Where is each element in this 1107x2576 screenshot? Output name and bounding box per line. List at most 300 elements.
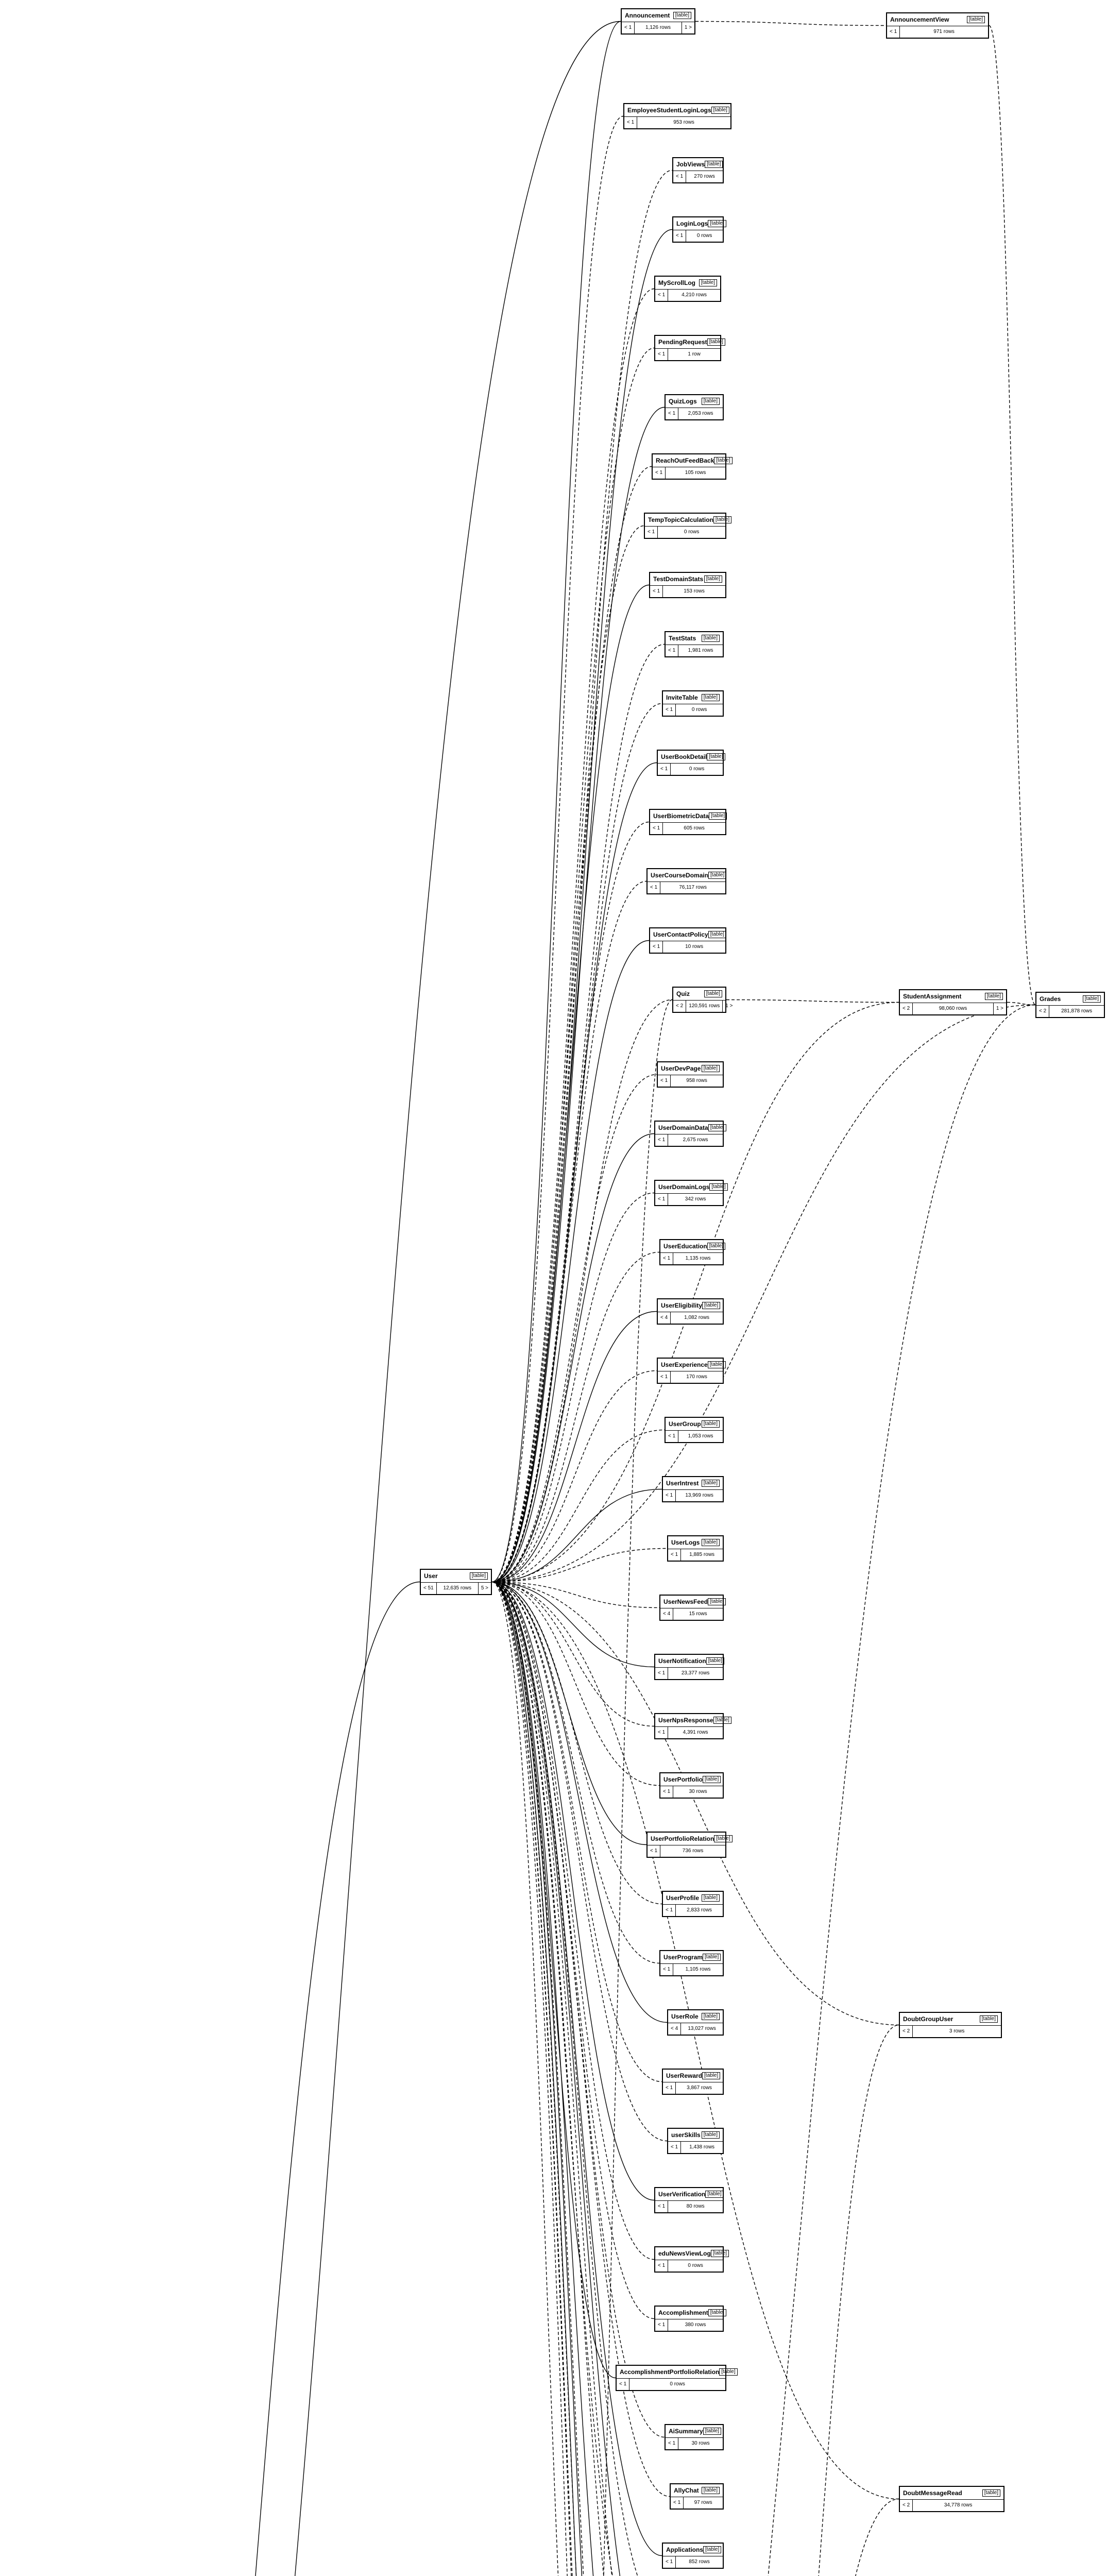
children-count: < 1 (660, 1786, 673, 1798)
relationship-line (492, 1312, 657, 1582)
table-type-label: [table] (714, 457, 732, 464)
table-user-notification[interactable] (654, 1654, 724, 1680)
row-count: 1,885 rows (689, 1552, 715, 1557)
parents-count: 1 > (725, 1003, 733, 1009)
row-count: 281,878 rows (1061, 1008, 1093, 1014)
table-doubt-group-user[interactable] (899, 2012, 1002, 2038)
table-user-contact-policy[interactable] (649, 927, 726, 954)
relationship-line (492, 1075, 657, 1582)
row-count: 1,981 rows (688, 648, 713, 653)
table-job-views[interactable] (672, 157, 724, 183)
table-edu-news-view-log[interactable] (654, 2246, 727, 2273)
table-user-group[interactable] (665, 1417, 724, 1443)
row-count: 1 row (688, 351, 701, 357)
table-reach-out-feed-back[interactable] (652, 453, 730, 480)
row-count: 170 rows (686, 1374, 707, 1380)
row-count: 0 rows (689, 766, 705, 772)
table-type-label: [table] (702, 2013, 720, 2020)
row-count: 2,675 rows (683, 1137, 708, 1143)
row-count: 1,105 rows (685, 1967, 711, 1972)
row-count: 0 rows (670, 2381, 685, 2387)
table-name[interactable]: Grades (1040, 995, 1061, 1003)
row-count: 105 rows (685, 470, 706, 476)
table-type-label: [table] (702, 1420, 720, 1428)
children-count: < 1 (655, 1134, 668, 1146)
relationship-line (492, 1000, 672, 1582)
table-type-label: [table] (709, 812, 727, 820)
table-student-assignment[interactable] (899, 989, 1007, 1015)
children-count: < 1 (655, 2260, 668, 2272)
row-count: 4,391 rows (683, 1730, 708, 1735)
table-type-label: [table] (708, 2309, 726, 2316)
row-count: 34,778 rows (944, 2502, 973, 2508)
table-name[interactable]: TempTopicCalculation (648, 516, 713, 523)
relationship-line (492, 1582, 654, 2200)
children-count: < 2 (900, 2500, 913, 2511)
relationship-line (492, 704, 662, 1582)
children-count: < 1 (653, 467, 666, 479)
table-type-label: [table] (704, 575, 722, 583)
row-count: 98,060 rows (913, 1003, 994, 1014)
table-type-label: [table] (713, 1717, 731, 1724)
table-name[interactable]: AccomplishmentPortfolioRelation (620, 2368, 720, 2376)
row-count: 270 rows (694, 174, 715, 179)
table-name[interactable]: UserEducation (663, 1243, 707, 1250)
row-count: 0 rows (696, 233, 712, 239)
table-name[interactable]: UserRole (671, 2013, 699, 2020)
table-name[interactable]: UserLogs (671, 1539, 700, 1546)
relationship-line (492, 116, 623, 1582)
relationship-line (492, 1005, 1035, 1582)
row-count: 1,126 rows (635, 22, 682, 33)
table-name[interactable]: DoubtMessageRead (903, 2489, 962, 2497)
relationship-line (492, 1549, 667, 1582)
table-name[interactable]: EmployeeStudentLoginLogs (627, 107, 711, 114)
row-count: 13,027 rows (688, 2026, 716, 2031)
children-count: < 1 (673, 230, 686, 242)
children-count: < 1 (655, 290, 668, 301)
row-count: 23,377 rows (681, 1670, 710, 1676)
row-count: 0 rows (688, 2263, 703, 2268)
table-type-label: [table] (708, 220, 726, 227)
table-name[interactable]: QuizLogs (669, 398, 697, 405)
row-count: 1,053 rows (688, 1433, 713, 1439)
relationship-line (492, 1582, 659, 2576)
table-employee-student-login-logs[interactable] (623, 103, 731, 129)
children-count: < 51 (421, 1583, 437, 1594)
table-type-label: [table] (711, 107, 729, 114)
children-count: < 1 (666, 1431, 678, 1442)
table-name[interactable]: Quiz (676, 990, 690, 997)
table-type-label: [table] (703, 1954, 721, 1961)
table-announcement[interactable] (621, 8, 695, 35)
relationship-line (492, 1582, 649, 2576)
children-count: < 1 (655, 349, 668, 360)
table-user-education[interactable] (659, 1239, 724, 1265)
relationship-line (85, 22, 621, 2576)
table-name[interactable]: UserProgram (663, 1954, 703, 1961)
row-count: 736 rows (682, 1848, 704, 1854)
table-type-label: [table] (702, 1065, 720, 1072)
row-count: 97 rows (694, 2500, 712, 2505)
children-count: < 2 (673, 1001, 686, 1012)
relationship-line (492, 22, 621, 1582)
table-type-label: [table] (708, 1598, 726, 1605)
table-type-label: [table] (707, 753, 725, 760)
table-name[interactable]: InviteTable (666, 694, 698, 701)
table-type-label: [table] (707, 1243, 725, 1250)
table-name[interactable]: UserCourseDomain (651, 872, 709, 879)
table-login-logs[interactable] (672, 216, 724, 243)
row-count: 958 rows (686, 1078, 707, 1083)
relationship-line (492, 1582, 616, 2378)
table-name[interactable]: UserNotification (658, 1657, 706, 1665)
children-count: < 1 (671, 2497, 684, 2509)
row-count: 0 rows (684, 529, 700, 535)
table-user-portfolio[interactable] (659, 1772, 724, 1799)
table-user-program[interactable] (659, 1950, 724, 1976)
children-count: < 2 (900, 2026, 913, 2037)
table-user-dev-page[interactable] (657, 1061, 724, 1088)
children-count: < 1 (668, 2142, 681, 2153)
relationship-line (492, 171, 672, 1582)
table-name[interactable]: UserContactPolicy (653, 931, 708, 938)
relationship-line (492, 1582, 662, 2576)
table-type-label: [table] (703, 2428, 721, 2435)
table-type-label: [table] (1083, 995, 1101, 1003)
table-user-role[interactable] (667, 2009, 724, 2036)
row-count: 605 rows (684, 825, 705, 831)
table-type-label: [table] (713, 516, 731, 523)
table-name[interactable]: Applications (666, 2546, 704, 2553)
table-user-nps-response[interactable] (654, 1713, 729, 1739)
table-user[interactable] (420, 1569, 492, 1595)
table-accomplishment-portfolio-relation[interactable] (616, 2365, 736, 2391)
children-count: < 1 (648, 1845, 660, 1857)
relationship-line (492, 1582, 659, 1786)
relationship-line (492, 1582, 659, 1608)
relationship-line (492, 822, 649, 1582)
relationship-line (492, 585, 649, 1582)
relationship-line (492, 1582, 654, 2576)
table-ai-summary[interactable] (665, 2424, 724, 2450)
table-user-biometric-data[interactable] (649, 809, 726, 835)
table-name[interactable]: userSkills (671, 2131, 701, 2139)
table-user-domain-logs[interactable] (654, 1180, 724, 1206)
relationship-line (492, 1582, 667, 2023)
children-count: < 1 (666, 2438, 678, 2449)
table-name[interactable]: UserDevPage (661, 1065, 701, 1072)
relationship-line (547, 1005, 1035, 2576)
children-count: < 1 (617, 2379, 629, 2390)
table-type-label: [table] (702, 2131, 720, 2139)
parents-count: 1 > (996, 1006, 1003, 1011)
children-count: < 1 (658, 1075, 671, 1087)
children-count: < 1 (645, 527, 658, 538)
table-type-label: [table] (967, 16, 985, 23)
table-type-label: [table] (703, 1776, 721, 1783)
children-count: < 1 (663, 1490, 676, 1501)
relationship-line (492, 1134, 654, 1582)
table-name[interactable]: User (424, 1572, 438, 1580)
relationship-line (547, 1000, 672, 2576)
relationship-line (85, 1582, 420, 2576)
relationship-line (492, 1582, 662, 2576)
table-name[interactable]: UserPortfolioRelation (651, 1835, 714, 1842)
relationship-line (492, 289, 654, 1582)
table-name[interactable]: UserNpsResponse (658, 1717, 713, 1724)
relationship-line (492, 1582, 665, 2576)
relationship-line (492, 1582, 659, 1963)
children-count: < 4 (658, 1312, 671, 1324)
table-name[interactable]: eduNewsViewLog (658, 2250, 711, 2257)
row-count: 12,635 rows (437, 1583, 479, 1594)
relationship-line (492, 1582, 665, 2437)
relationship-line (492, 348, 654, 1582)
table-name[interactable]: UserVerification (658, 2191, 706, 2198)
relationship-line (492, 763, 657, 1582)
relationship-line (492, 1371, 657, 1582)
relationship-line (492, 230, 672, 1582)
row-count: 15 rows (689, 1611, 707, 1617)
relationship-line (492, 1582, 652, 2576)
children-count: < 2 (900, 1003, 913, 1014)
row-count: 0 rows (691, 707, 707, 713)
table-name[interactable]: DoubtGroupUser (903, 2015, 953, 2023)
parents-count: 1 > (684, 25, 692, 30)
table-pending-request[interactable] (654, 335, 721, 361)
table-type-label: [table] (719, 2368, 737, 2376)
relationship-line (742, 2025, 899, 2576)
table-name[interactable]: AiSummary (669, 2428, 703, 2435)
parents-count: 5 > (481, 1585, 488, 1591)
table-type-label: [table] (702, 1894, 720, 1902)
table-type-label: [table] (702, 635, 720, 642)
table-grades[interactable] (1035, 992, 1105, 1018)
table-quiz[interactable] (672, 987, 733, 1013)
children-count: < 1 (658, 764, 671, 775)
table-user-book-detail[interactable] (657, 750, 724, 776)
table-name[interactable]: LoginLogs (676, 220, 708, 227)
table-doubt-message-read[interactable] (899, 2486, 1004, 2512)
row-count: 1,438 rows (689, 2144, 715, 2150)
children-count: < 1 (655, 1668, 668, 1679)
relationship-line (492, 1582, 670, 2576)
table-my-scroll-log[interactable] (654, 276, 721, 302)
children-count: < 1 (648, 882, 660, 893)
table-type-label: [table] (699, 279, 717, 286)
children-count: < 1 (622, 22, 635, 33)
table-type-label: [table] (980, 2015, 998, 2023)
table-user-skills[interactable] (667, 2128, 724, 2154)
table-name[interactable]: JobViews (676, 161, 705, 168)
table-name[interactable]: UserNewsFeed (663, 1598, 708, 1605)
row-count: 120,591 rows (686, 1001, 723, 1012)
table-type-label: [table] (709, 1183, 727, 1191)
children-count: < 1 (655, 2201, 668, 2212)
table-type-label: [table] (702, 398, 720, 405)
children-count: < 1 (663, 704, 676, 716)
table-name[interactable]: Announcement (625, 12, 670, 19)
row-count: 3,867 rows (687, 2085, 712, 2091)
table-type-label: [table] (702, 694, 720, 701)
relationship-line (989, 26, 1035, 1005)
children-count: < 1 (887, 26, 900, 38)
table-name[interactable]: TestStats (669, 635, 696, 642)
row-count: 342 rows (685, 1196, 706, 1202)
row-count: 2,053 rows (688, 411, 713, 416)
row-count: 380 rows (685, 2322, 706, 2328)
row-count: 3 rows (949, 2028, 965, 2034)
relationship-line (742, 2499, 899, 2576)
table-type-label: [table] (985, 993, 1003, 1000)
table-name[interactable]: UserProfile (666, 1894, 700, 1902)
relationship-line (492, 1582, 654, 2319)
row-count: 971 rows (933, 29, 955, 35)
row-count: 1,082 rows (684, 1315, 710, 1320)
children-count: < 4 (668, 2023, 681, 2035)
table-user-domain-data[interactable] (654, 1121, 724, 1147)
relationship-line (1007, 1003, 1035, 1005)
table-type-label: [table] (708, 1124, 726, 1131)
relationship-line (492, 526, 644, 1582)
relationship-line (492, 1489, 662, 1582)
children-count: < 1 (663, 2556, 676, 2568)
table-user-news-feed[interactable] (659, 1595, 724, 1621)
table-type-label: [table] (702, 1480, 720, 1487)
relationship-line (492, 1582, 667, 2141)
table-type-label: [table] (705, 2191, 723, 2198)
table-type-label: [table] (706, 1657, 724, 1665)
relationship-line (492, 1582, 662, 2082)
table-accomplishment[interactable] (654, 2306, 724, 2332)
table-name[interactable]: UserIntrest (666, 1480, 699, 1487)
table-type-label: [table] (714, 1835, 732, 1842)
table-name[interactable]: UserReward (666, 2072, 703, 2079)
relationship-line (492, 1430, 665, 1582)
row-count: 852 rows (689, 2559, 710, 2565)
relationship-line (492, 882, 646, 1582)
children-count: < 1 (660, 1253, 673, 1264)
relationship-line (492, 1582, 649, 2576)
table-name[interactable]: UserDomainLogs (658, 1183, 710, 1191)
table-type-label: [table] (702, 2072, 720, 2079)
children-count: < 1 (650, 586, 663, 597)
table-test-stats[interactable] (665, 631, 724, 657)
table-name[interactable]: StudentAssignment (903, 993, 962, 1000)
children-count: < 1 (650, 823, 663, 834)
table-applications[interactable] (662, 2543, 724, 2569)
table-name[interactable]: UserBiometricData (653, 812, 709, 820)
table-name[interactable]: Accomplishment (658, 2309, 708, 2316)
table-name[interactable]: AllyChat (674, 2487, 699, 2494)
table-name[interactable]: UserExperience (661, 1361, 708, 1368)
table-name[interactable]: UserDomainData (658, 1124, 708, 1131)
children-count: < 1 (668, 1549, 681, 1561)
table-user-verification[interactable] (654, 2187, 724, 2213)
table-user-intrest[interactable] (662, 1476, 724, 1502)
children-count: < 1 (655, 1194, 668, 1205)
relationship-line (492, 1193, 654, 1582)
table-temp-topic-calculation[interactable] (644, 513, 730, 539)
table-name[interactable]: TestDomainStats (653, 575, 704, 583)
relationship-line (492, 1582, 662, 2576)
table-user-experience[interactable] (657, 1358, 724, 1384)
children-count: < 1 (663, 2082, 676, 2094)
children-count: < 1 (673, 171, 686, 182)
table-type-label: [table] (708, 931, 726, 938)
relationship-line (492, 1252, 659, 1582)
table-user-portfolio-relation[interactable] (646, 1832, 730, 1858)
table-user-eligibility[interactable] (657, 1298, 724, 1325)
table-user-course-domain[interactable] (646, 868, 726, 894)
row-count: 80 rows (686, 2204, 705, 2209)
children-count: < 1 (666, 645, 678, 656)
children-count: < 1 (666, 408, 678, 419)
table-ally-chat[interactable] (670, 2483, 724, 2510)
relationship-line (695, 22, 886, 26)
table-name[interactable]: AnnouncementView (890, 16, 949, 23)
table-quiz-logs[interactable] (665, 394, 724, 420)
table-name[interactable]: ReachOutFeedBack (656, 457, 714, 464)
relationship-line (492, 645, 665, 1582)
table-type-label: [table] (702, 1539, 720, 1546)
table-test-domain-stats[interactable] (649, 572, 726, 598)
row-count: 30 rows (691, 2441, 710, 2446)
table-user-reward[interactable] (662, 2069, 724, 2095)
relationship-line (492, 408, 665, 1582)
relationship-line (492, 1582, 654, 1667)
table-type-label: [table] (708, 1361, 726, 1368)
table-name[interactable]: UserEligibility (661, 1302, 703, 1309)
row-count: 1,135 rows (685, 1256, 711, 1261)
row-count: 153 rows (684, 588, 705, 594)
children-count: < 1 (655, 2319, 668, 2331)
relationship-line (492, 1582, 662, 2576)
table-type-label: [table] (702, 2487, 720, 2494)
row-count: 13,969 rows (685, 1493, 713, 1498)
row-count: 10 rows (685, 944, 704, 950)
table-user-profile[interactable] (662, 1891, 724, 1917)
table-type-label: [table] (703, 2546, 721, 2553)
children-count: < 1 (650, 941, 663, 953)
row-count: 2,833 rows (687, 1907, 712, 1913)
table-name[interactable]: UserBookDetail (661, 753, 707, 760)
table-name[interactable]: PendingRequest (658, 338, 707, 346)
relationship-line (492, 1582, 667, 2576)
table-name[interactable]: UserPortfolio (663, 1776, 703, 1783)
relationship-line (492, 1582, 662, 1904)
table-invite-table[interactable] (662, 690, 724, 717)
table-user-logs[interactable] (667, 1535, 724, 1562)
relationship-line (492, 941, 649, 1582)
relationship-line (492, 1582, 646, 1845)
relationship-line (492, 467, 652, 1582)
children-count: < 2 (1036, 1006, 1049, 1017)
relationship-line (492, 1582, 654, 1726)
row-count: 76,117 rows (679, 885, 707, 890)
relationship-line (492, 1582, 605, 2576)
children-count: < 1 (660, 1964, 673, 1975)
table-type-label: [table] (704, 990, 722, 997)
table-type-label: [table] (708, 872, 726, 879)
table-announcement-view[interactable] (886, 12, 989, 39)
relationship-line (492, 1582, 670, 2497)
table-name[interactable]: MyScrollLog (658, 279, 696, 286)
table-type-label: [table] (705, 161, 723, 168)
children-count: < 1 (658, 1371, 671, 1383)
table-name[interactable]: UserGroup (669, 1420, 701, 1428)
